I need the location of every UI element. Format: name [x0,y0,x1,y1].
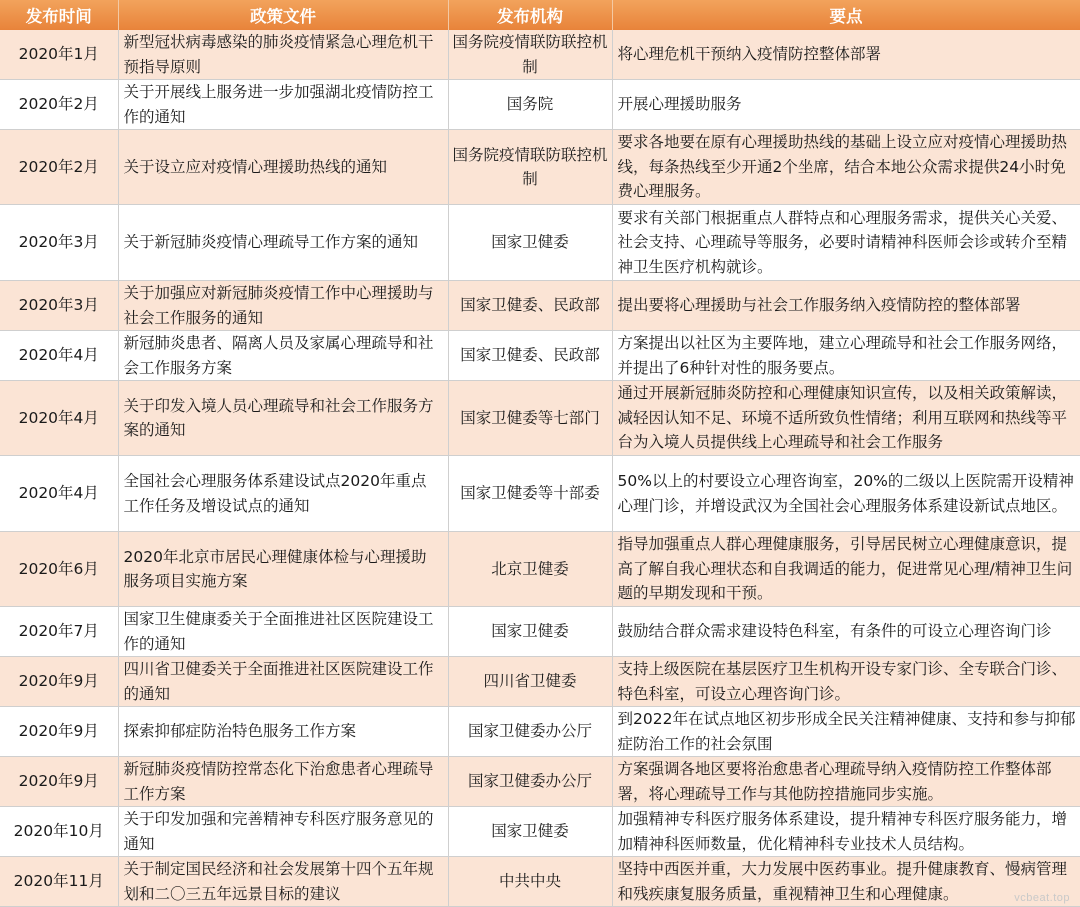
key-point-cell: 提出要将心理援助与社会工作服务纳入疫情防控的整体部署 [612,281,1080,331]
key-point-cell: 方案强调各地区要将治愈患者心理疏导纳入疫情防控工作整体部署，将心理疏导工作与其他防控措施同步实施。 [612,757,1080,807]
agency-cell: 国家卫健委办公厅 [448,707,612,757]
agency-cell: 中共中央 [448,857,612,907]
date-cell: 2020年3月 [0,281,118,331]
key-point-cell: 坚持中西医并重，大力发展中医药事业。提升健康教育、慢病管理和残疾康复服务质量，重视精神卫生和心理健康。 [612,857,1080,907]
agency-cell: 国务院 [448,80,612,130]
table-row [0,456,1080,532]
key-point-cell: 50%以上的村要设立心理咨询室，20%的二级以上医院需开设精神心理门诊，并增设武汉为全国社会心理服务体系建设新试点地区。 [612,456,1080,532]
agency-cell: 国家卫健委、民政部 [448,281,612,331]
table-row [0,707,1080,757]
header-document: 政策文件 [118,0,448,30]
table-row [0,80,1080,130]
key-point-cell: 鼓励结合群众需求建设特色科室，有条件的可设立心理咨询门诊 [612,607,1080,657]
date-cell: 2020年3月 [0,205,118,281]
agency-cell: 国家卫健委办公厅 [448,757,612,807]
header-key-points: 要点 [612,0,1080,30]
header-date: 发布时间 [0,0,118,30]
document-cell: 四川省卫健委关于全面推进社区医院建设工作的通知 [118,657,448,707]
document-cell: 国家卫生健康委关于全面推进社区医院建设工作的通知 [118,607,448,657]
document-cell: 2020年北京市居民心理健康体检与心理援助服务项目实施方案 [118,532,448,607]
document-cell: 关于设立应对疫情心理援助热线的通知 [118,130,448,205]
table-row [0,331,1080,381]
key-point-cell: 支持上级医院在基层医疗卫生机构开设专家门诊、全专联合门诊、特色科室，可设立心理咨询门诊。 [612,657,1080,707]
date-cell: 2020年7月 [0,607,118,657]
date-cell: 2020年4月 [0,331,118,381]
agency-cell: 国家卫健委 [448,205,612,281]
key-point-cell: 方案提出以社区为主要阵地，建立心理疏导和社会工作服务网络，并提出了6种针对性的服务要点。 [612,331,1080,381]
date-cell: 2020年11月 [0,857,118,907]
document-cell: 关于印发入境人员心理疏导和社会工作服务方案的通知 [118,381,448,456]
table-row [0,30,1080,80]
table-row [0,281,1080,331]
document-cell: 新冠肺炎疫情防控常态化下治愈患者心理疏导工作方案 [118,757,448,807]
header-agency: 发布机构 [448,0,612,30]
document-cell: 关于印发加强和完善精神专科医疗服务意见的通知 [118,807,448,857]
table-row [0,205,1080,281]
agency-cell: 北京卫健委 [448,532,612,607]
table-body [0,30,1080,907]
agency-cell: 国家卫健委 [448,807,612,857]
date-cell: 2020年9月 [0,657,118,707]
table-row [0,807,1080,857]
agency-cell: 国家卫健委、民政部 [448,331,612,381]
document-cell: 新型冠状病毒感染的肺炎疫情紧急心理危机干预指导原则 [118,30,448,80]
agency-cell: 国务院疫情联防联控机制 [448,30,612,80]
key-point-cell: 指导加强重点人群心理健康服务，引导居民树立心理健康意识，提高了解自我心理状态和自我调适的能力，促进常见心理/精神卫生问题的早期发现和干预。 [612,532,1080,607]
document-cell: 关于加强应对新冠肺炎疫情工作中心理援助与社会工作服务的通知 [118,281,448,331]
document-cell: 关于制定国民经济和社会发展第十四个五年规划和二〇三五年远景目标的建议 [118,857,448,907]
agency-cell: 国务院疫情联防联控机制 [448,130,612,205]
key-point-cell: 要求各地要在原有心理援助热线的基础上设立应对疫情心理援助热线，每条热线至少开通2个坐席，结合本地公众需求提供24小时免费心理服务。 [612,130,1080,205]
document-cell: 全国社会心理服务体系建设试点2020年重点工作任务及增设试点的通知 [118,456,448,532]
table-row [0,607,1080,657]
table-row [0,532,1080,607]
document-cell: 关于开展线上服务进一步加强湖北疫情防控工作的通知 [118,80,448,130]
key-point-cell: 开展心理援助服务 [612,80,1080,130]
date-cell: 2020年1月 [0,30,118,80]
table-row [0,857,1080,907]
document-cell: 关于新冠肺炎疫情心理疏导工作方案的通知 [118,205,448,281]
agency-cell: 国家卫健委 [448,607,612,657]
date-cell: 2020年2月 [0,130,118,205]
table-row [0,130,1080,205]
date-cell: 2020年6月 [0,532,118,607]
agency-cell: 四川省卫健委 [448,657,612,707]
date-cell: 2020年4月 [0,456,118,532]
key-point-cell: 到2022年在试点地区初步形成全民关注精神健康、支持和参与抑郁症防治工作的社会氛围 [612,707,1080,757]
date-cell: 2020年10月 [0,807,118,857]
key-point-cell: 加强精神专科医疗服务体系建设，提升精神专科医疗服务能力，增加精神科医师数量，优化精神科专业技术人员结构。 [612,807,1080,857]
agency-cell: 国家卫健委等七部门 [448,381,612,456]
key-point-cell: 要求有关部门根据重点人群特点和心理服务需求，提供关心关爱、社会支持、心理疏导等服务，必要时请精神科医师会诊或转介至精神卫生医疗机构就诊。 [612,205,1080,281]
agency-cell: 国家卫健委等十部委 [448,456,612,532]
date-cell: 2020年9月 [0,757,118,807]
date-cell: 2020年4月 [0,381,118,456]
key-point-cell: 通过开展新冠肺炎防控和心理健康知识宣传，以及相关政策解读，减轻因认知不足、环境不适所致负性情绪；利用互联网和热线等平台为入境人员提供线上心理疏导和社会工作服务 [612,381,1080,456]
header-row [0,0,1080,30]
key-point-cell: 将心理危机干预纳入疫情防控整体部署 [612,30,1080,80]
document-cell: 探索抑郁症防治特色服务工作方案 [118,707,448,757]
document-cell: 新冠肺炎患者、隔离人员及家属心理疏导和社会工作服务方案 [118,331,448,381]
date-cell: 2020年2月 [0,80,118,130]
table-row [0,657,1080,707]
watermark: vcbeat.top [1014,892,1070,904]
table-row [0,381,1080,456]
date-cell: 2020年9月 [0,707,118,757]
table-row [0,757,1080,807]
